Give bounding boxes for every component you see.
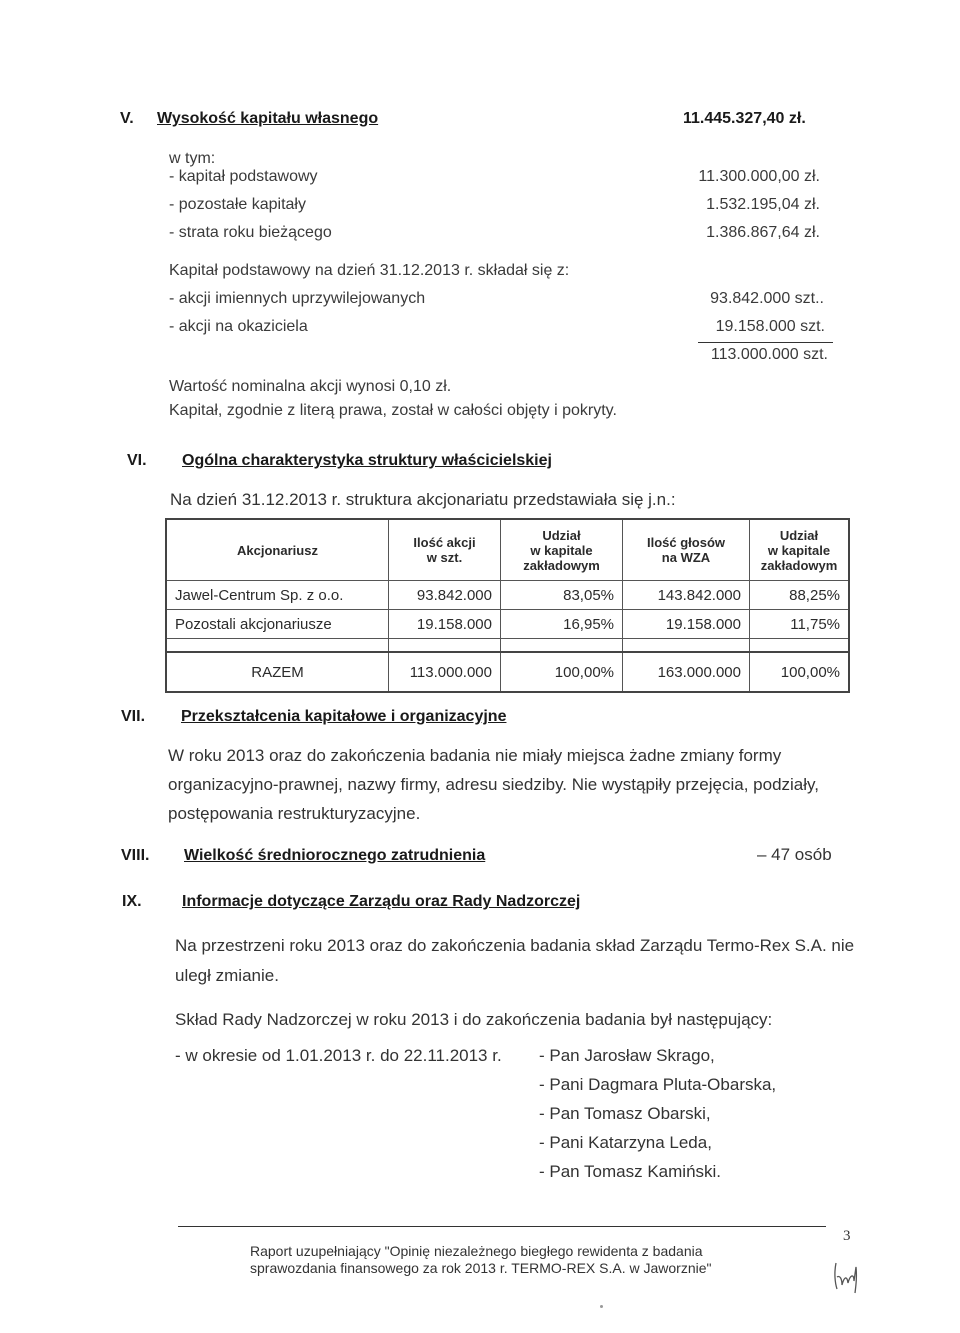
capital-row-label: - strata roku bieżącego (169, 224, 332, 241)
employment-value: – 47 osób (757, 845, 832, 864)
board-text-line: uległ zmianie. (175, 966, 279, 985)
header-shareholder: Akcjonariusz (166, 519, 389, 581)
nominal-value-text: Wartość nominalna akcji wynosi 0,10 zł. (169, 378, 452, 395)
section-ix-number: IX. (122, 893, 142, 910)
footer-line: Raport uzupełniający "Opinię niezależnego biegłego rewidenta z badania (250, 1243, 703, 1259)
transformations-line: W roku 2013 oraz do zakończenia badania nie miały miejsca żadne zmiany formy (168, 746, 782, 765)
share-count: 93.842.000 (389, 581, 501, 610)
shareholder-name: Jawel-Centrum Sp. z o.o. (166, 581, 389, 610)
section-vii-title: Przekształcenia kapitałowe i organizacyjne (181, 708, 507, 725)
section-ix-title: Informacje dotyczące Zarządu oraz Rady Nadzorczej (182, 893, 581, 910)
header-votes: Ilość głosów na WZA (623, 519, 750, 581)
transformations-line: organizacyjno-prawnej, nazwy firmy, adresu siedziby. Nie wystąpiły przejęcia, podziały, (168, 775, 819, 794)
page-number: 3 (843, 1228, 851, 1244)
footer-line: sprawozdania finansowego za rok 2013 r. TERMO-REX S.A. w Jaworznie" (250, 1260, 712, 1276)
total-capital-percent: 100,00% (501, 652, 623, 692)
total-label: RAZEM (166, 652, 389, 692)
section-v-total: 11.445.327,40 zł. (683, 110, 806, 127)
capital-covered-text: Kapitał, zgodnie z literą prawa, został w całości objęty i pokryty. (169, 402, 617, 419)
speck (600, 1305, 603, 1308)
board-text-line: Na przestrzeni roku 2013 oraz do zakończenia badania skład Zarządu Termo-Rex S.A. nie (175, 936, 855, 955)
sum-divider (698, 342, 833, 343)
w-tym-label: w tym: (169, 150, 216, 167)
section-v-number: V. (120, 110, 134, 127)
council-intro: Skład Rady Nadzorczej w roku 2013 i do zakończenia badania był następujący: (175, 1010, 773, 1029)
council-member: - Pan Tomasz Kamiński. (539, 1162, 722, 1181)
header-capital-share: Udział w kapitale zakładowym (750, 519, 850, 581)
council-member: - Pan Tomasz Obarski, (539, 1104, 711, 1123)
share-count: 19.158.000 (389, 610, 501, 639)
transformations-line: postępowania restrukturyzacyjne. (168, 804, 421, 823)
council-member: - Pani Katarzyna Leda, (539, 1133, 712, 1152)
footer-divider (178, 1226, 826, 1227)
council-member: - Pani Dagmara Pluta-Obarska, (539, 1075, 777, 1094)
table-total-row (166, 652, 849, 692)
section-v-title: Wysokość kapitału własnego (157, 110, 379, 127)
section-vi-title: Ogólna charakterystyka struktury właścicielskiej (182, 452, 552, 469)
shares-row-value: 93.842.000 szt.. (710, 290, 824, 307)
votes-percent: 88,25% (750, 581, 850, 610)
votes-percent: 11,75% (750, 610, 850, 639)
shares-row-value: 19.158.000 szt. (715, 318, 825, 335)
capital-row-label: - pozostałe kapitały (169, 196, 306, 213)
council-member: - Pan Jarosław Skrago, (539, 1046, 715, 1065)
composition-intro: Kapitał podstawowy na dzień 31.12.2013 r. składał się z: (169, 262, 570, 279)
shares-row-label: - akcji imiennych uprzywilejowanych (169, 290, 426, 307)
capital-row-value: 1.386.867,64 zł. (706, 224, 820, 241)
votes-count: 143.842.000 (623, 581, 750, 610)
header-capital-share: Udział w kapitale zakładowym (501, 519, 623, 581)
capital-row-value: 11.300.000,00 zł. (698, 168, 820, 185)
capital-percent: 16,95% (501, 610, 623, 639)
votes-count: 19.158.000 (623, 610, 750, 639)
section-viii-number: VIII. (121, 847, 150, 864)
table-spacer-row (166, 639, 849, 653)
total-votes-percent: 100,00% (750, 652, 850, 692)
shares-total: 113.000.000 szt. (710, 346, 828, 363)
section-vii-number: VII. (121, 708, 146, 725)
total-share-count: 113.000.000 (389, 652, 501, 692)
capital-row-value: 1.532.195,04 zł. (706, 196, 820, 213)
shareholder-table (165, 518, 850, 693)
table-row (166, 581, 849, 610)
capital-percent: 83,05% (501, 581, 623, 610)
shareholder-name: Pozostali akcjonariusze (166, 610, 389, 639)
ownership-intro: Na dzień 31.12.2013 r. struktura akcjonariatu przedstawiała się j.n.: (170, 490, 676, 509)
total-votes-count: 163.000.000 (623, 652, 750, 692)
header-share-count: Ilość akcji w szt. (389, 519, 501, 581)
table-row (166, 610, 849, 639)
table-header-row (166, 519, 849, 581)
signature-mark (830, 1255, 866, 1295)
council-period: - w okresie od 1.01.2013 r. do 22.11.2013 r. (175, 1046, 502, 1065)
section-vi-number: VI. (127, 452, 147, 469)
section-viii-title: Wielkość średniorocznego zatrudnienia (184, 847, 486, 864)
shares-row-label: - akcji na okaziciela (169, 318, 308, 335)
capital-row-label: - kapitał podstawowy (169, 168, 318, 185)
